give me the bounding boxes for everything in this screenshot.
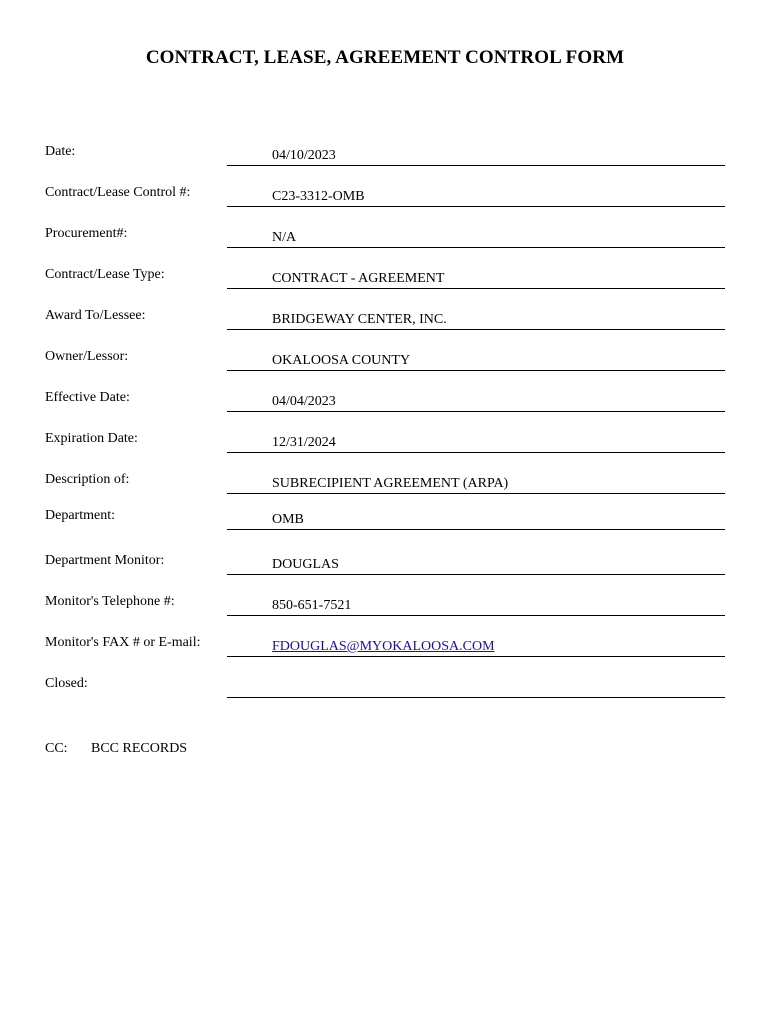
field-value: CONTRACT - AGREEMENT (272, 271, 445, 286)
field-row-effective-date (0, 388, 770, 412)
field-value: C23-3312-OMB (272, 189, 365, 204)
field-label: Owner/Lessor: (45, 349, 129, 364)
field-row-owner (0, 347, 770, 371)
field-label: Expiration Date: (45, 431, 138, 446)
field-value: DOUGLAS (272, 557, 339, 572)
form-title: CONTRACT, LEASE, AGREEMENT CONTROL FORM (145, 47, 625, 68)
field-label: Monitor's Telephone #: (45, 594, 175, 609)
field-label: Procurement#: (45, 226, 128, 241)
field-label: Closed: (45, 676, 88, 691)
field-value: 12/31/2024 (272, 435, 336, 450)
cc-label: CC: (45, 741, 68, 756)
field-value: 04/04/2023 (272, 394, 336, 409)
monitor-email-link[interactable]: FDOUGLAS@MYOKALOOSA.COM (272, 639, 495, 654)
field-row-department-monitor (0, 551, 770, 575)
field-row-control-number (0, 183, 770, 207)
field-row-department (0, 506, 770, 530)
field-underline (227, 231, 725, 248)
field-row-monitor-email (0, 633, 770, 657)
field-row-contract-type (0, 265, 770, 289)
field-value: 850-651-7521 (272, 598, 352, 613)
field-label: Effective Date: (45, 390, 130, 405)
field-value: 04/10/2023 (272, 148, 336, 163)
field-value: N/A (272, 230, 297, 245)
field-label: Description of: (45, 472, 130, 487)
field-row-description (0, 470, 770, 494)
field-label: Award To/Lessee: (45, 308, 146, 323)
field-value: OMB (272, 512, 304, 527)
field-row-procurement (0, 224, 770, 248)
field-row-date (0, 142, 770, 166)
field-label: Monitor's FAX # or E-mail: (45, 635, 201, 650)
field-value: BRIDGEWAY CENTER, INC. (272, 312, 447, 327)
field-row-award-to (0, 306, 770, 330)
field-row-expiration-date (0, 429, 770, 453)
field-row-closed (0, 674, 770, 698)
field-label: Date: (45, 144, 76, 159)
field-label: Contract/Lease Control #: (45, 185, 191, 200)
field-value: SUBRECIPIENT AGREEMENT (ARPA) (272, 476, 509, 491)
field-label: Department Monitor: (45, 553, 165, 568)
cc-value: BCC RECORDS (91, 741, 188, 756)
field-value: OKALOOSA COUNTY (272, 353, 411, 368)
field-underline (227, 681, 725, 698)
field-row-monitor-telephone (0, 592, 770, 616)
field-label: Contract/Lease Type: (45, 267, 165, 282)
field-label: Department: (45, 508, 115, 523)
